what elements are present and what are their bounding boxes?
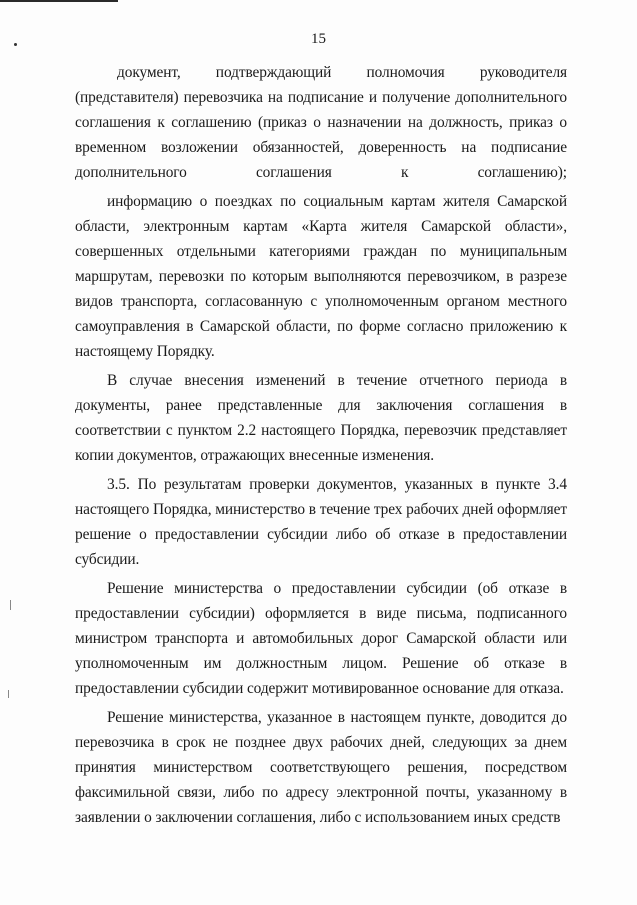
paragraph-document-changes: В случае внесения изменений в течение отчетного периода в документы, ранее представленные для заключения соглашения в соответствии с пунктом 2.2 настоящего Порядка, перевозчик представляет копии документов, отражающих внесенные изменения. <box>75 372 567 464</box>
paragraph-decision-form: Решение министерства о предоставлении субсидии (об отказе в предоставлении субсидии) оформляется в виде письма, подписанного министром транспорта и автомобильных дорог Самарской области или уполномоченным им должностным лицом. Решение об отказе в предоставлении субсидии содержит мотивированное основание для отказа. <box>75 580 567 697</box>
paragraph-document-authority: документ, подтверждающий полномочия руководителя (представителя) перевозчика на подписание и получение дополнительного соглашения к соглашению (приказ о назначении на должность, приказ о временном возложении обязанностей, доверенность на подписание дополнительного соглашения к соглашению); <box>75 64 567 181</box>
scan-mark <box>8 690 9 698</box>
paragraph-decision-delivery: Решение министерства, указанное в настоящем пункте, доводится до перевозчика в срок не позднее двух рабочих дней, следующих за днем принятия министерством соответствующего решения, посредством факсимильной связи, либо по адресу электронной почты, указанному в заявлении о заключении соглашения, либо с использованием иных средств <box>75 709 567 826</box>
document-body <box>75 60 567 834</box>
paragraph-trip-information: информацию о поездках по социальным картам жителя Самарской области, электронным картам «Карта жителя Самарской области», совершенных отдельными категориями граждан по муниципальным маршрутам, перевозки по которым выполняются перевозчиком, в разрезе видов транспорта, согласованную с уполномоченным органом местного самоуправления в Самарской области, по форме согласно приложению к настоящему Порядку. <box>75 193 567 360</box>
page-number: 15 <box>311 31 326 47</box>
scan-mark <box>10 600 11 610</box>
scan-edge-rule <box>0 0 118 2</box>
paragraph-clause-3-5: 3.5. По результатам проверки документов, указанных в пункте 3.4 настоящего Порядка, министерство в течение трех рабочих дней оформляет решение о предоставлении субсидии либо об отказе в предоставлении субсидии. <box>75 476 567 568</box>
